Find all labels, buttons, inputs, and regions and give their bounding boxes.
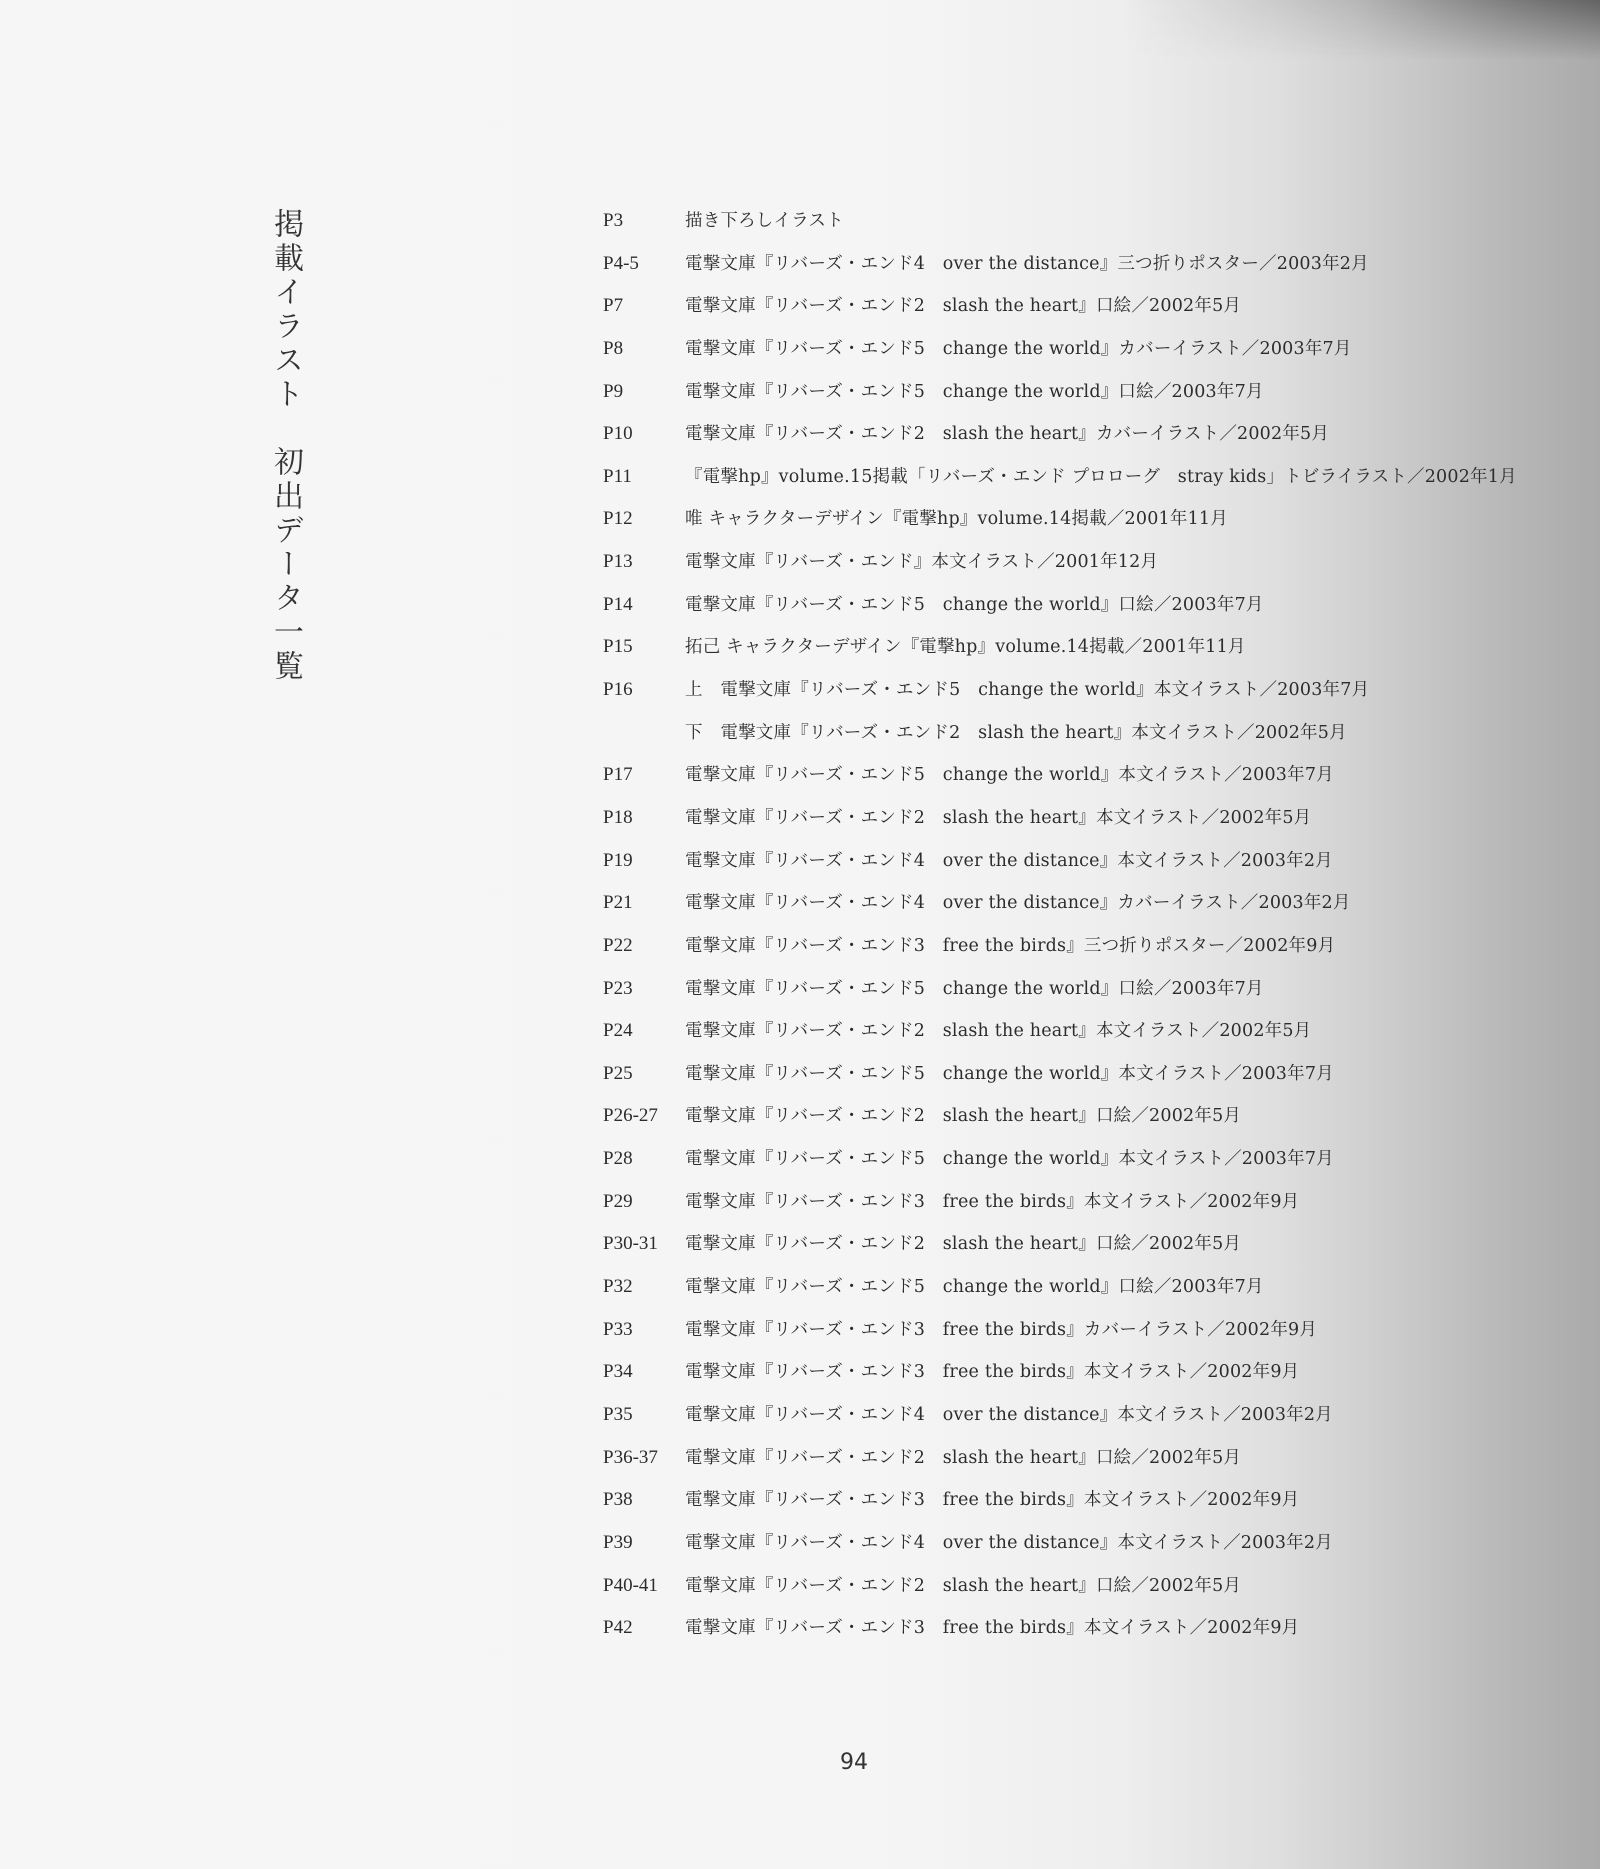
entry-description: 『電撃hp』volume.15掲載「リバーズ・エンド プロローグ stray kids」トビライラスト／2002年1月 <box>685 466 1517 487</box>
list-item <box>603 587 1503 630</box>
entry-description: 電撃文庫『リバーズ・エンド5 change the world』口絵／2003年7月 <box>685 978 1264 999</box>
list-item <box>603 203 1503 246</box>
list-item <box>603 971 1503 1014</box>
list-item <box>603 1226 1503 1269</box>
list-item <box>603 1141 1503 1184</box>
entry-description: 電撃文庫『リバーズ・エンド5 change the world』口絵／2003年7月 <box>685 381 1264 402</box>
entry-page-ref: P25 <box>603 1062 633 1084</box>
entry-page-ref: P8 <box>603 337 624 359</box>
entry-description: 電撃文庫『リバーズ・エンド3 free the birds』カバーイラスト／2002年9月 <box>685 1319 1318 1340</box>
entry-description: 電撃文庫『リバーズ・エンド2 slash the heart』口絵／2002年5月 <box>685 1106 1242 1127</box>
entry-page-ref: P35 <box>603 1403 633 1425</box>
entry-description: 電撃文庫『リバーズ・エンド2 slash the heart』口絵／2002年5月 <box>685 1575 1242 1596</box>
list-item <box>603 1056 1503 1099</box>
entry-page-ref: P21 <box>603 892 633 914</box>
entry-page-ref: P38 <box>603 1489 633 1511</box>
entry-page-ref: P39 <box>603 1531 633 1553</box>
entry-description: 電撃文庫『リバーズ・エンド2 slash the heart』本文イラスト／2002年5月 <box>685 1021 1312 1042</box>
entry-page-ref: P17 <box>603 764 633 786</box>
entry-page-ref: P29 <box>603 1190 633 1212</box>
list-item <box>603 1312 1503 1355</box>
entry-description: 電撃文庫『リバーズ・エンド4 over the distance』カバーイラスト／2003年2月 <box>685 893 1351 914</box>
entry-page-ref: P33 <box>603 1318 633 1340</box>
entry-description: 電撃文庫『リバーズ・エンド2 slash the heart』口絵／2002年5月 <box>685 296 1242 317</box>
entry-description: 電撃文庫『リバーズ・エンド4 over the distance』三つ折りポスター／2003年2月 <box>685 253 1369 274</box>
list-item <box>603 629 1503 672</box>
entry-description: 電撃文庫『リバーズ・エンド4 over the distance』本文イラスト／2003年2月 <box>685 1532 1333 1553</box>
entry-description: 電撃文庫『リバーズ・エンド2 slash the heart』口絵／2002年5月 <box>685 1447 1242 1468</box>
list-item <box>603 1568 1503 1611</box>
entry-page-ref: P11 <box>603 465 632 487</box>
entry-page-ref: P36-37 <box>603 1446 658 1468</box>
list-item <box>603 1440 1503 1483</box>
list-item <box>603 800 1503 843</box>
list-item <box>603 1184 1503 1227</box>
entry-description: 電撃文庫『リバーズ・エンド2 slash the heart』本文イラスト／2002年5月 <box>685 807 1312 828</box>
list-item <box>603 374 1503 417</box>
page-title: 掲載イラスト 初出データ一覧 <box>268 208 303 684</box>
list-item <box>603 459 1517 502</box>
entry-description: 唯 キャラクターデザイン『電撃hp』volume.14掲載／2001年11月 <box>685 509 1228 530</box>
list-item <box>603 672 1503 715</box>
entry-page-ref: P42 <box>603 1617 633 1639</box>
entry-page-ref: P28 <box>603 1148 633 1170</box>
list-item <box>603 1098 1503 1141</box>
list-item <box>603 1610 1503 1653</box>
entry-description: 描き下ろしイラスト <box>685 211 844 231</box>
entry-page-ref: P32 <box>603 1276 633 1298</box>
list-item <box>603 1482 1503 1525</box>
entry-description: 電撃文庫『リバーズ・エンド3 free the birds』本文イラスト／2002年9月 <box>685 1362 1300 1383</box>
entry-description: 拓己 キャラクターデザイン『電撃hp』volume.14掲載／2001年11月 <box>685 637 1246 658</box>
entry-page-ref: P24 <box>603 1020 633 1042</box>
entry-page-ref: P14 <box>603 593 633 615</box>
entry-page-ref: P10 <box>603 423 633 445</box>
entry-description: 電撃文庫『リバーズ・エンド2 slash the heart』カバーイラスト／2002年5月 <box>685 424 1330 445</box>
list-item <box>603 928 1503 971</box>
entry-description: 電撃文庫『リバーズ・エンド4 over the distance』本文イラスト／2003年2月 <box>685 850 1333 871</box>
entry-description: 電撃文庫『リバーズ・エンド3 free the birds』三つ折りポスター／2002年9月 <box>685 935 1336 956</box>
entry-description: 下 電撃文庫『リバーズ・エンド2 slash the heart』本文イラスト／2002年5月 <box>685 722 1347 743</box>
entry-description: 電撃文庫『リバーズ・エンド3 free the birds』本文イラスト／2002年9月 <box>685 1191 1300 1212</box>
entry-description: 上 電撃文庫『リバーズ・エンド5 change the world』本文イラスト／2003年7月 <box>685 680 1370 701</box>
entry-description: 電撃文庫『リバーズ・エンド3 free the birds』本文イラスト／2002年9月 <box>685 1618 1300 1639</box>
entry-description: 電撃文庫『リバーズ・エンド5 change the world』本文イラスト／2003年7月 <box>685 1149 1334 1170</box>
list-item <box>603 1354 1503 1397</box>
entry-description: 電撃文庫『リバーズ・エンド5 change the world』本文イラスト／2003年7月 <box>685 765 1334 786</box>
list-item <box>603 288 1503 331</box>
entry-page-ref: P3 <box>603 210 624 231</box>
entry-page-ref: P13 <box>603 551 633 573</box>
entry-page-ref: P7 <box>603 295 624 317</box>
list-item <box>603 1269 1503 1312</box>
entry-page-ref: P40-41 <box>603 1574 658 1596</box>
entry-page-ref: P12 <box>603 508 633 530</box>
list-item <box>603 757 1503 800</box>
page-edge-shadow <box>0 0 1600 60</box>
entry-description: 電撃文庫『リバーズ・エンド5 change the world』口絵／2003年7月 <box>685 594 1264 615</box>
entry-description: 電撃文庫『リバーズ・エンド』本文イラスト／2001年12月 <box>685 552 1159 573</box>
entry-page-ref: P16 <box>603 679 633 701</box>
entry-page-ref: P18 <box>603 806 633 828</box>
entry-page-ref: P34 <box>603 1361 633 1383</box>
list-item <box>603 331 1503 374</box>
entry-page-ref: P22 <box>603 934 633 956</box>
entry-page-ref: P23 <box>603 977 633 999</box>
list-item <box>603 1397 1503 1440</box>
entry-page-ref: P30-31 <box>603 1233 658 1255</box>
page-number: 94 <box>840 1750 868 1775</box>
entry-page-ref: P19 <box>603 849 633 871</box>
entry-description: 電撃文庫『リバーズ・エンド5 change the world』カバーイラスト／2003年7月 <box>685 338 1352 359</box>
entry-description: 電撃文庫『リバーズ・エンド5 change the world』口絵／2003年7月 <box>685 1277 1264 1298</box>
list-item <box>603 1525 1503 1568</box>
entry-description: 電撃文庫『リバーズ・エンド5 change the world』本文イラスト／2003年7月 <box>685 1063 1334 1084</box>
entry-description: 電撃文庫『リバーズ・エンド2 slash the heart』口絵／2002年5月 <box>685 1234 1242 1255</box>
entry-description: 電撃文庫『リバーズ・エンド4 over the distance』本文イラスト／2003年2月 <box>685 1404 1333 1425</box>
entry-page-ref: P4-5 <box>603 252 639 274</box>
list-item <box>603 246 1503 289</box>
illustration-list <box>603 203 1517 1653</box>
entry-page-ref: P9 <box>603 380 624 402</box>
list-item <box>603 416 1503 459</box>
list-item <box>603 843 1503 886</box>
list-item <box>603 715 1503 758</box>
list-item <box>603 544 1503 587</box>
entry-page-ref: P26-27 <box>603 1105 658 1127</box>
entry-description: 電撃文庫『リバーズ・エンド3 free the birds』本文イラスト／2002年9月 <box>685 1490 1300 1511</box>
list-item <box>603 501 1503 544</box>
entry-page-ref: P15 <box>603 636 633 658</box>
list-item <box>603 885 1503 928</box>
list-item <box>603 1013 1503 1056</box>
